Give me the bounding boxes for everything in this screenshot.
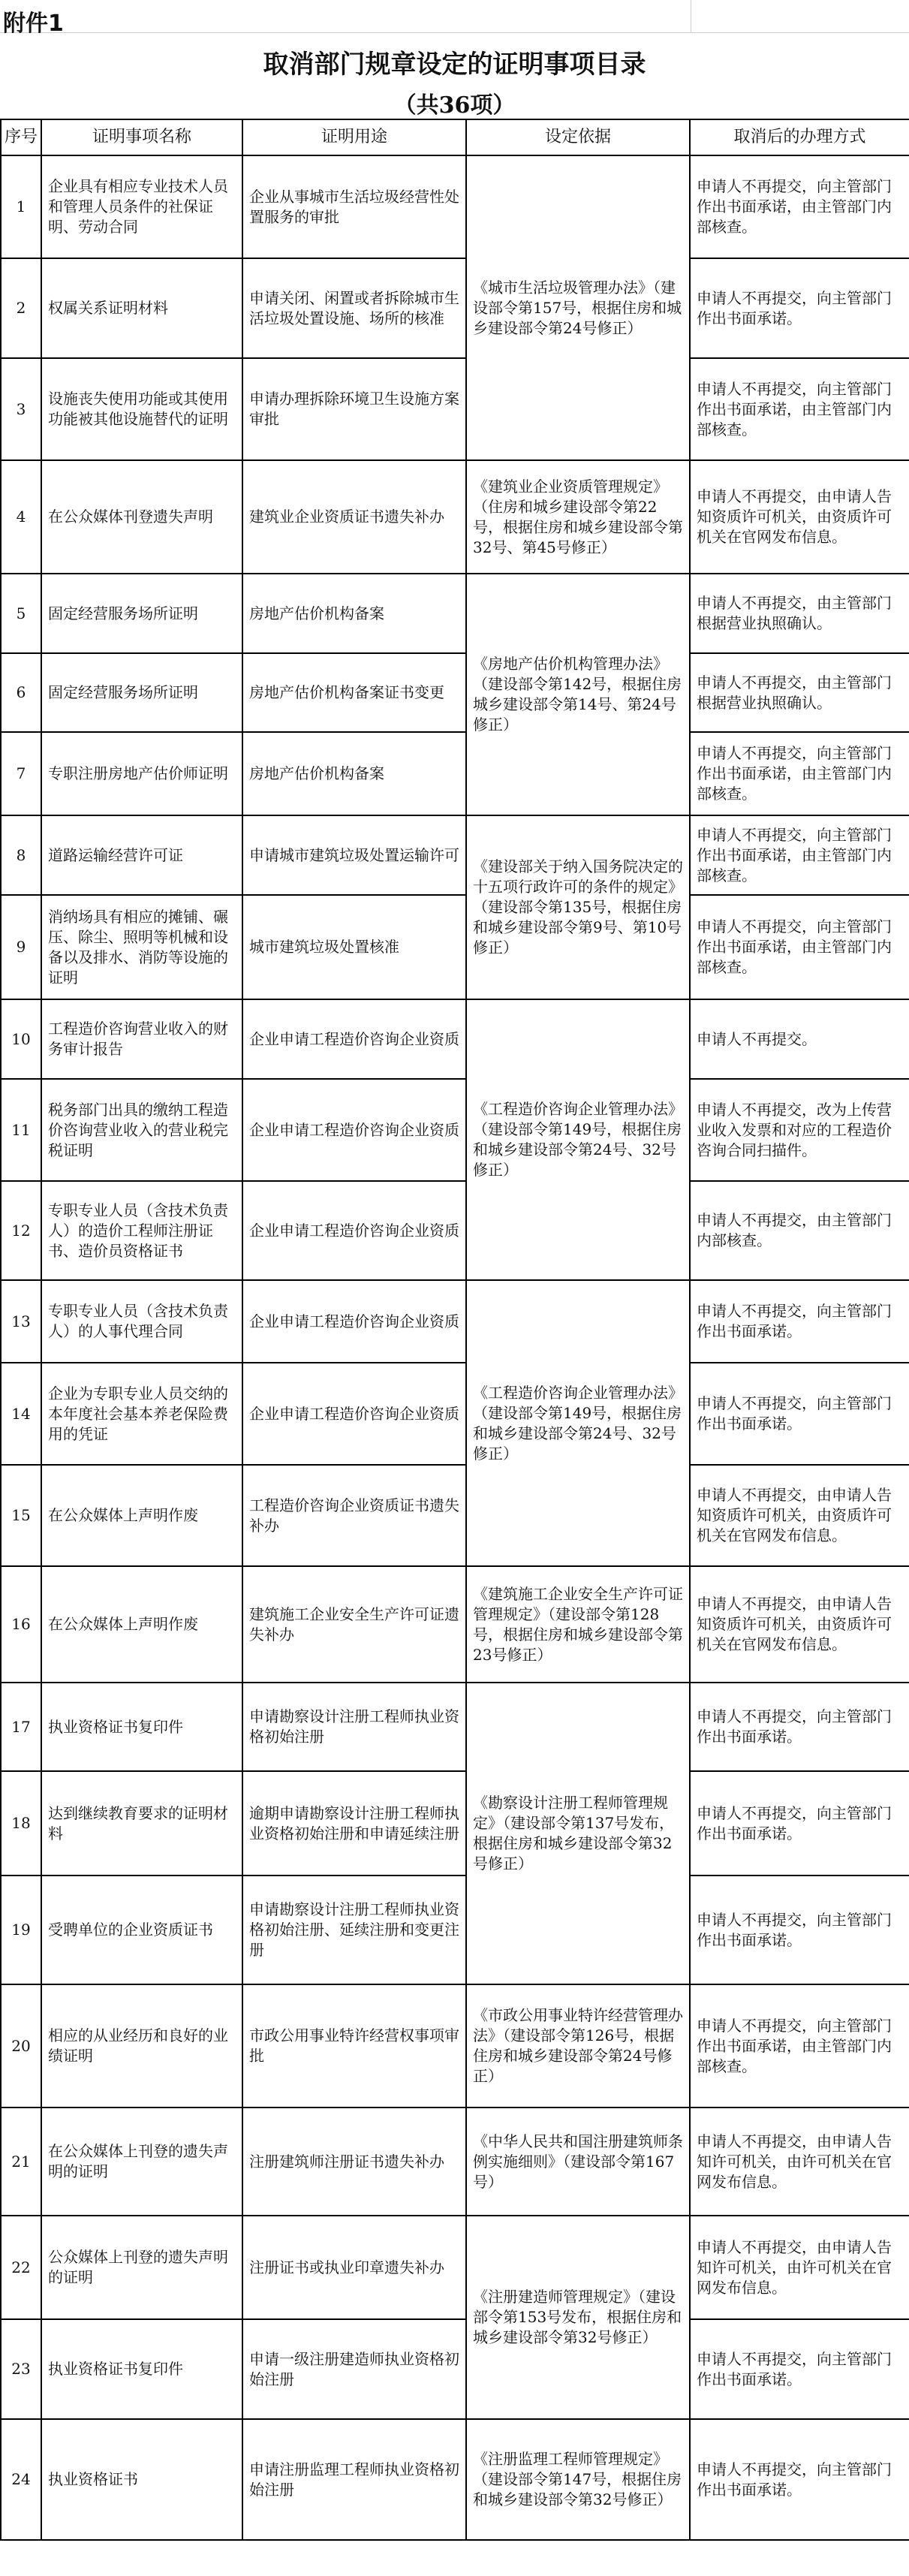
handling-method-cell: 申请人不再提交，向主管部门作出书面承诺。: [690, 258, 909, 358]
legal-basis-cell: 《房地产估价机构管理办法》（建设部令第142号，根据住房城乡建设部令第14号、第24号修正）: [466, 574, 690, 815]
handling-method-cell: 申请人不再提交，向主管部门作出书面承诺。: [690, 1363, 909, 1465]
item-use-cell: 注册证书或执业印章遗失补办: [242, 2216, 466, 2319]
attachment-label: 附件1: [3, 11, 64, 37]
table-row: [1, 2419, 909, 2540]
table-row: [1, 358, 909, 460]
table-row: [1, 999, 909, 1079]
item-name-cell: 消纳场具有相应的摊铺、碾压、除尘、照明等机械和设备以及排水、消防等设施的证明: [41, 895, 242, 999]
handling-method-cell: 申请人不再提交，改为上传营业收入发票和对应的工程造价咨询合同扫描件。: [690, 1079, 909, 1181]
row-number: 23: [1, 2319, 41, 2419]
row-number: 3: [1, 358, 41, 460]
handling-method-cell: 申请人不再提交，向主管部门作出书面承诺，由主管部门内部核查。: [690, 1984, 909, 2107]
legal-basis-cell: 《市政公用事业特许经营管理办法》（建设部令第126号，根据住房和城乡建设部令第24号修正）: [466, 1984, 690, 2107]
item-use-cell: 建筑业企业资质证书遗失补办: [242, 460, 466, 574]
table-row: [1, 258, 909, 358]
item-use-cell: 申请办理拆除环境卫生设施方案审批: [242, 358, 466, 460]
row-number: 21: [1, 2107, 41, 2216]
item-name-cell: 执业资格证书: [41, 2419, 242, 2540]
item-name-cell: 固定经营服务场所证明: [41, 574, 242, 653]
row-number: 20: [1, 1984, 41, 2107]
item-use-cell: 房地产估价机构备案: [242, 732, 466, 815]
item-use-cell: 城市建筑垃圾处置核准: [242, 895, 466, 999]
legal-basis-cell: 《建筑业企业资质管理规定》（住房和城乡建设部令第22号，根据住房和城乡建设部令第32号、第45号修正）: [466, 460, 690, 574]
handling-method-cell: 申请人不再提交，向主管部门作出书面承诺。: [690, 1876, 909, 1984]
handling-method-cell: 申请人不再提交，向主管部门作出书面承诺，由主管部门内部核查。: [690, 815, 909, 895]
row-number: 7: [1, 732, 41, 815]
legal-basis-cell: 《建设部关于纳入国务院决定的十五项行政许可的条件的规定》（建设部令第135号，根据住房和城乡建设部令第9号、第10号修正）: [466, 815, 690, 999]
item-name-cell: 道路运输经营许可证: [41, 815, 242, 895]
item-name-cell: 工程造价咨询营业收入的财务审计报告: [41, 999, 242, 1079]
table-row: [1, 1280, 909, 1363]
item-name-cell: 企业具有相应专业技术人员和管理人员条件的社保证明、劳动合同: [41, 155, 242, 258]
legal-basis-cell: 《勘察设计注册工程师管理规定》（建设部令第137号发布，根据住房和城乡建设部令第32号修正）: [466, 1683, 690, 1984]
item-name-cell: 在公众媒体上刊登的遗失声明的证明: [41, 2107, 242, 2216]
legal-basis-cell: 《工程造价咨询企业管理办法》（建设部令第149号，根据住房和城乡建设部令第24号、32号修正）: [466, 1280, 690, 1566]
handling-method-cell: 申请人不再提交，向主管部门作出书面承诺。: [690, 2319, 909, 2419]
item-name-cell: 固定经营服务场所证明: [41, 653, 242, 732]
row-number: 16: [1, 1566, 41, 1683]
item-name-cell: 执业资格证书复印件: [41, 1683, 242, 1771]
handling-method-cell: 申请人不再提交，由申请人告知资质许可机关，由资质许可机关在官网发布信息。: [690, 1566, 909, 1683]
handling-method-cell: 申请人不再提交，向主管部门作出书面承诺。: [690, 2419, 909, 2540]
header-cell-method: 取消后的办理方式: [690, 119, 909, 155]
table-row: [1, 2319, 909, 2419]
item-name-cell: 达到继续教育要求的证明材料: [41, 1771, 242, 1876]
row-number: 6: [1, 653, 41, 732]
handling-method-cell: 申请人不再提交，向主管部门作出书面承诺，由主管部门内部核查。: [690, 155, 909, 258]
row-number: 19: [1, 1876, 41, 1984]
table-row: [1, 1984, 909, 2107]
item-use-cell: 房地产估价机构备案证书变更: [242, 653, 466, 732]
handling-method-cell: 申请人不再提交。: [690, 999, 909, 1079]
legal-basis-cell: 《注册监理工程师管理规定》（建设部令第147号，根据住房和城乡建设部令第32号修正）: [466, 2419, 690, 2540]
table-row: [1, 1566, 909, 1683]
row-number: 5: [1, 574, 41, 653]
table-row: [1, 1181, 909, 1280]
table-row: [1, 574, 909, 653]
item-use-cell: 工程造价咨询企业资质证书遗失补办: [242, 1465, 466, 1566]
row-number: 11: [1, 1079, 41, 1181]
handling-method-cell: 申请人不再提交，向主管部门作出书面承诺，由主管部门内部核查。: [690, 358, 909, 460]
item-name-cell: 公众媒体上刊登的遗失声明的证明: [41, 2216, 242, 2319]
item-use-cell: 申请一级注册建造师执业资格初始注册: [242, 2319, 466, 2419]
legal-basis-cell: 《注册建造师管理规定》（建设部令第153号发布，根据住房和城乡建设部令第32号修正）: [466, 2216, 690, 2419]
row-number: 4: [1, 460, 41, 574]
handling-method-cell: 申请人不再提交，由申请人告知许可机关，由许可机关在官网发布信息。: [690, 2216, 909, 2319]
table-row: [1, 2107, 909, 2216]
item-use-cell: 房地产估价机构备案: [242, 574, 466, 653]
row-number: 15: [1, 1465, 41, 1566]
header-cell-name: 证明事项名称: [41, 119, 242, 155]
item-name-cell: 税务部门出具的缴纳工程造价咨询营业收入的营业税完税证明: [41, 1079, 242, 1181]
item-use-cell: 申请勘察设计注册工程师执业资格初始注册、延续注册和变更注册: [242, 1876, 466, 1984]
header-cell-use: 证明用途: [242, 119, 466, 155]
item-name-cell: 专职专业人员（含技术负责人）的人事代理合同: [41, 1280, 242, 1363]
legal-basis-cell: 《城市生活垃圾管理办法》（建设部令第157号，根据住房和城乡建设部令第24号修正）: [466, 155, 690, 460]
item-use-cell: 企业申请工程造价咨询企业资质: [242, 1280, 466, 1363]
item-use-cell: 申请勘察设计注册工程师执业资格初始注册: [242, 1683, 466, 1771]
table-row: [1, 1465, 909, 1566]
handling-method-cell: 申请人不再提交，由申请人告知资质许可机关，由资质许可机关在官网发布信息。: [690, 460, 909, 574]
table-header-row: [1, 119, 909, 155]
table-row: [1, 732, 909, 815]
legal-basis-cell: 《中华人民共和国注册建筑师条例实施细则》（建设部令第167号）: [466, 2107, 690, 2216]
legal-basis-cell: 《建筑施工企业安全生产许可证管理规定》（建设部令第128号，根据住房和城乡建设部令第23号修正）: [466, 1566, 690, 1683]
attachment-header: [0, 0, 909, 37]
item-name-cell: 在公众媒体刊登遗失声明: [41, 460, 242, 574]
table-row: [1, 815, 909, 895]
row-number: 17: [1, 1683, 41, 1771]
item-name-cell: 执业资格证书复印件: [41, 2319, 242, 2419]
item-use-cell: 建筑施工企业安全生产许可证遗失补办: [242, 1566, 466, 1683]
item-name-cell: 受聘单位的企业资质证书: [41, 1876, 242, 1984]
item-name-cell: 设施丧失使用功能或其使用功能被其他设施替代的证明: [41, 358, 242, 460]
item-use-cell: 逾期申请勘察设计注册工程师执业资格初始注册和申请延续注册: [242, 1771, 466, 1876]
handling-method-cell: 申请人不再提交，向主管部门作出书面承诺。: [690, 1771, 909, 1876]
item-name-cell: 专职注册房地产估价师证明: [41, 732, 242, 815]
row-number: 12: [1, 1181, 41, 1280]
item-use-cell: 企业申请工程造价咨询企业资质: [242, 1181, 466, 1280]
item-use-cell: 市政公用事业特许经营权事项审批: [242, 1984, 466, 2107]
item-name-cell: 相应的从业经历和良好的业绩证明: [41, 1984, 242, 2107]
certificate-table: [0, 119, 909, 2541]
handling-method-cell: 申请人不再提交，由主管部门内部核查。: [690, 1181, 909, 1280]
table-row: [1, 460, 909, 574]
handling-method-cell: 申请人不再提交，向主管部门作出书面承诺，由主管部门内部核查。: [690, 895, 909, 999]
row-number: 13: [1, 1280, 41, 1363]
handling-method-cell: 申请人不再提交，向主管部门作出书面承诺。: [690, 1683, 909, 1771]
row-number: 18: [1, 1771, 41, 1876]
item-name-cell: 在公众媒体上声明作废: [41, 1566, 242, 1683]
row-number: 2: [1, 258, 41, 358]
page-subtitle: （共36项）: [393, 92, 516, 119]
legal-basis-cell: 《工程造价咨询企业管理办法》（建设部令第149号，根据住房和城乡建设部令第24号、32号修正）: [466, 999, 690, 1280]
item-use-cell: 企业申请工程造价咨询企业资质: [242, 1363, 466, 1465]
table-row: [1, 1876, 909, 1984]
table-row: [1, 1363, 909, 1465]
handling-method-cell: 申请人不再提交，向主管部门作出书面承诺。: [690, 1280, 909, 1363]
item-use-cell: 申请注册监理工程师执业资格初始注册: [242, 2419, 466, 2540]
item-name-cell: 在公众媒体上声明作废: [41, 1465, 242, 1566]
handling-method-cell: 申请人不再提交，向主管部门作出书面承诺，由主管部门内部核查。: [690, 732, 909, 815]
table-row: [1, 1771, 909, 1876]
item-name-cell: 专职专业人员（含技术负责人）的造价工程师注册证书、造价员资格证书: [41, 1181, 242, 1280]
page-title: 取消部门规章设定的证明事项目录: [263, 50, 646, 80]
item-name-cell: 企业为专职专业人员交纳的本年度社会基本养老保险费用的凭证: [41, 1363, 242, 1465]
item-use-cell: 申请城市建筑垃圾处置运输许可: [242, 815, 466, 895]
header-cell-basis: 设定依据: [466, 119, 690, 155]
header-cell-no: 序号: [1, 119, 41, 155]
table-row: [1, 895, 909, 999]
item-use-cell: 申请关闭、闲置或者拆除城市生活垃圾处置设施、场所的核准: [242, 258, 466, 358]
handling-method-cell: 申请人不再提交，由申请人告知资质许可机关，由资质许可机关在官网发布信息。: [690, 1465, 909, 1566]
handling-method-cell: 申请人不再提交，由主管部门根据营业执照确认。: [690, 574, 909, 653]
row-number: 10: [1, 999, 41, 1079]
title-block: [0, 33, 909, 119]
item-use-cell: 注册建筑师注册证书遗失补办: [242, 2107, 466, 2216]
row-number: 14: [1, 1363, 41, 1465]
item-use-cell: 企业从事城市生活垃圾经营性处置服务的审批: [242, 155, 466, 258]
handling-method-cell: 申请人不再提交，由申请人告知许可机关，由许可机关在官网发布信息。: [690, 2107, 909, 2216]
row-number: 8: [1, 815, 41, 895]
item-use-cell: 企业申请工程造价咨询企业资质: [242, 999, 466, 1079]
table-row: [1, 2216, 909, 2319]
table-row: [1, 653, 909, 732]
table-row: [1, 1683, 909, 1771]
item-name-cell: 权属关系证明材料: [41, 258, 242, 358]
table-row: [1, 155, 909, 258]
item-use-cell: 企业申请工程造价咨询企业资质: [242, 1079, 466, 1181]
row-number: 22: [1, 2216, 41, 2319]
handling-method-cell: 申请人不再提交，由主管部门根据营业执照确认。: [690, 653, 909, 732]
row-number: 24: [1, 2419, 41, 2540]
row-number: 9: [1, 895, 41, 999]
table-row: [1, 1079, 909, 1181]
row-number: 1: [1, 155, 41, 258]
